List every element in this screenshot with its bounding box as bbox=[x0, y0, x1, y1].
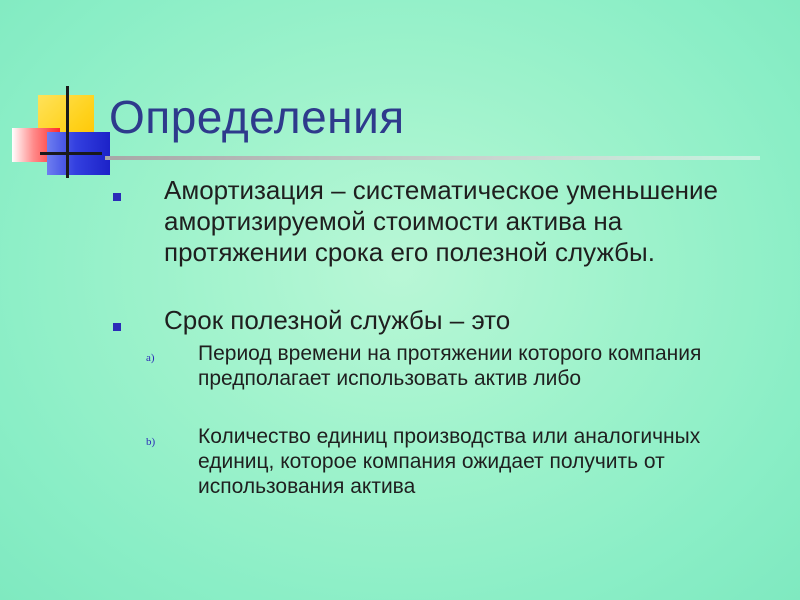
subitem-marker-b: b) bbox=[146, 436, 156, 448]
title-divider bbox=[105, 156, 760, 160]
logo-horizontal-line bbox=[40, 152, 102, 155]
logo-vertical-line bbox=[66, 86, 69, 178]
subitem-text-a: Период времени на протяжении которого компания предполагает использовать актив либо bbox=[198, 342, 702, 390]
bullet-text-amortization: Амортизация – систематическое уменьшение амортизируемой стоимости актива на протяжении срока его полезной службы. bbox=[164, 175, 718, 267]
slide-title: Определения bbox=[109, 91, 405, 143]
bullet-marker bbox=[113, 193, 121, 201]
subitem-text-b: Количество единиц производства или аналогичных единиц, которое компания ожидает получить от использования актива bbox=[198, 425, 701, 498]
bullet-text-useful-life: Срок полезной службы – это bbox=[164, 305, 511, 335]
bullet-marker bbox=[113, 323, 121, 331]
subitem-marker-a: a) bbox=[146, 352, 155, 364]
